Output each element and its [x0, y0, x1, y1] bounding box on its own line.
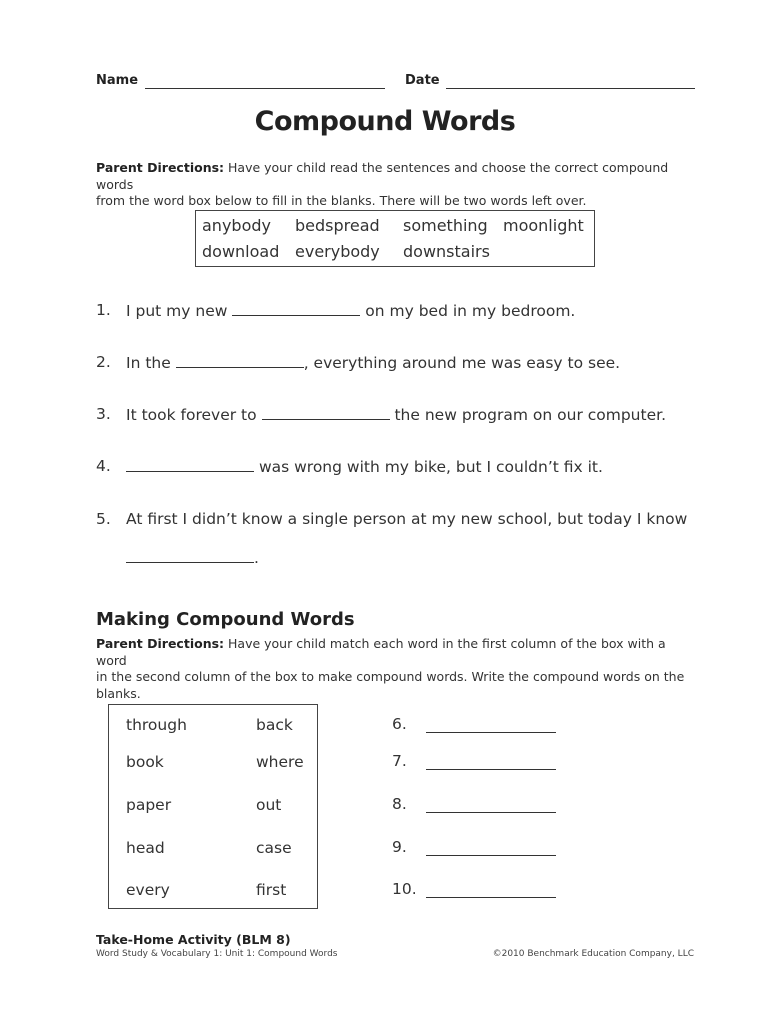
word-box — [195, 210, 595, 267]
answer-number: 10. — [392, 880, 417, 898]
answer-number: 7. — [392, 752, 407, 770]
directions-2-line1: Have your child match each word in the first column of the box with a word — [96, 636, 666, 668]
page-title: Compound Words — [254, 106, 516, 137]
directions-2-heading: Parent Directions: — [96, 636, 225, 651]
word-box-item: something — [403, 216, 488, 235]
answer-blank[interactable] — [126, 457, 254, 472]
match-word-col2: first — [256, 881, 287, 899]
answer-number: 6. — [392, 715, 407, 733]
word-box-item: everybody — [295, 242, 380, 261]
question-text: At first I didn’t know a single person at my new school, but today I know — [126, 510, 688, 528]
footer-course: Word Study & Vocabulary 1: Unit 1: Compound Words — [96, 949, 338, 959]
parent-directions-1 — [96, 160, 696, 210]
answer-line[interactable] — [426, 732, 556, 733]
answer-line[interactable] — [426, 855, 556, 856]
match-word-col2: case — [256, 839, 292, 857]
directions-2-line3: blanks. — [96, 685, 141, 701]
answer-blank[interactable] — [126, 548, 254, 563]
answer-line[interactable] — [426, 769, 556, 770]
question-number: 3. — [96, 405, 111, 423]
word-box-item: download — [202, 242, 280, 261]
answer-number: 8. — [392, 795, 407, 813]
question-text: I put my new — [126, 302, 228, 320]
directions-2-line2: in the second column of the box to make compound words. Write the compound words on the — [96, 669, 685, 684]
footer-activity: Take-Home Activity (BLM 8) — [96, 932, 291, 947]
answer-number: 9. — [392, 838, 407, 856]
match-word-col1: through — [126, 716, 187, 734]
word-box-item: bedspread — [295, 216, 380, 235]
footer-copyright: ©2010 Benchmark Education Company, LLC — [492, 949, 694, 959]
match-word-col2: where — [256, 753, 304, 771]
name-line[interactable] — [145, 88, 385, 89]
answer-line[interactable] — [426, 812, 556, 813]
match-word-col2: out — [256, 796, 282, 814]
question-text: on my bed in my bedroom. — [365, 302, 576, 320]
question-text: . — [254, 549, 259, 567]
question-text: was wrong with my bike, but I couldn’t fix it. — [258, 458, 603, 476]
answer-blank[interactable] — [262, 405, 390, 420]
date-label: Date — [405, 73, 440, 88]
question-number: 4. — [96, 457, 111, 475]
name-label: Name — [96, 73, 139, 88]
match-word-col1: book — [126, 753, 164, 771]
question-number: 2. — [96, 353, 111, 371]
question-number: 1. — [96, 301, 111, 319]
answer-blank[interactable] — [176, 353, 304, 368]
match-word-col2: back — [256, 716, 293, 734]
word-box-item: moonlight — [503, 216, 584, 235]
question-text: It took forever to — [126, 406, 257, 424]
answer-line[interactable] — [426, 897, 556, 898]
directions-1-line1: Have your child read the sentences and choose the correct compound words — [96, 160, 669, 192]
match-word-col1: paper — [126, 796, 172, 814]
match-word-col1: head — [126, 839, 165, 857]
question-text: , everything around me was easy to see. — [303, 354, 621, 372]
directions-1-heading: Parent Directions: — [96, 160, 225, 175]
match-word-col1: every — [126, 881, 170, 899]
parent-directions-2 — [96, 636, 696, 702]
question-number: 5. — [96, 510, 111, 528]
question-text: In the — [126, 354, 171, 372]
match-box — [108, 704, 318, 909]
word-box-item: anybody — [202, 216, 271, 235]
answer-blank[interactable] — [232, 301, 360, 316]
date-line[interactable] — [446, 88, 695, 89]
directions-1-line2: from the word box below to fill in the blanks. There will be two words left over. — [96, 193, 587, 208]
section-title: Making Compound Words — [96, 609, 355, 630]
word-box-item: downstairs — [403, 242, 490, 261]
question-text: the new program on our computer. — [394, 406, 666, 424]
